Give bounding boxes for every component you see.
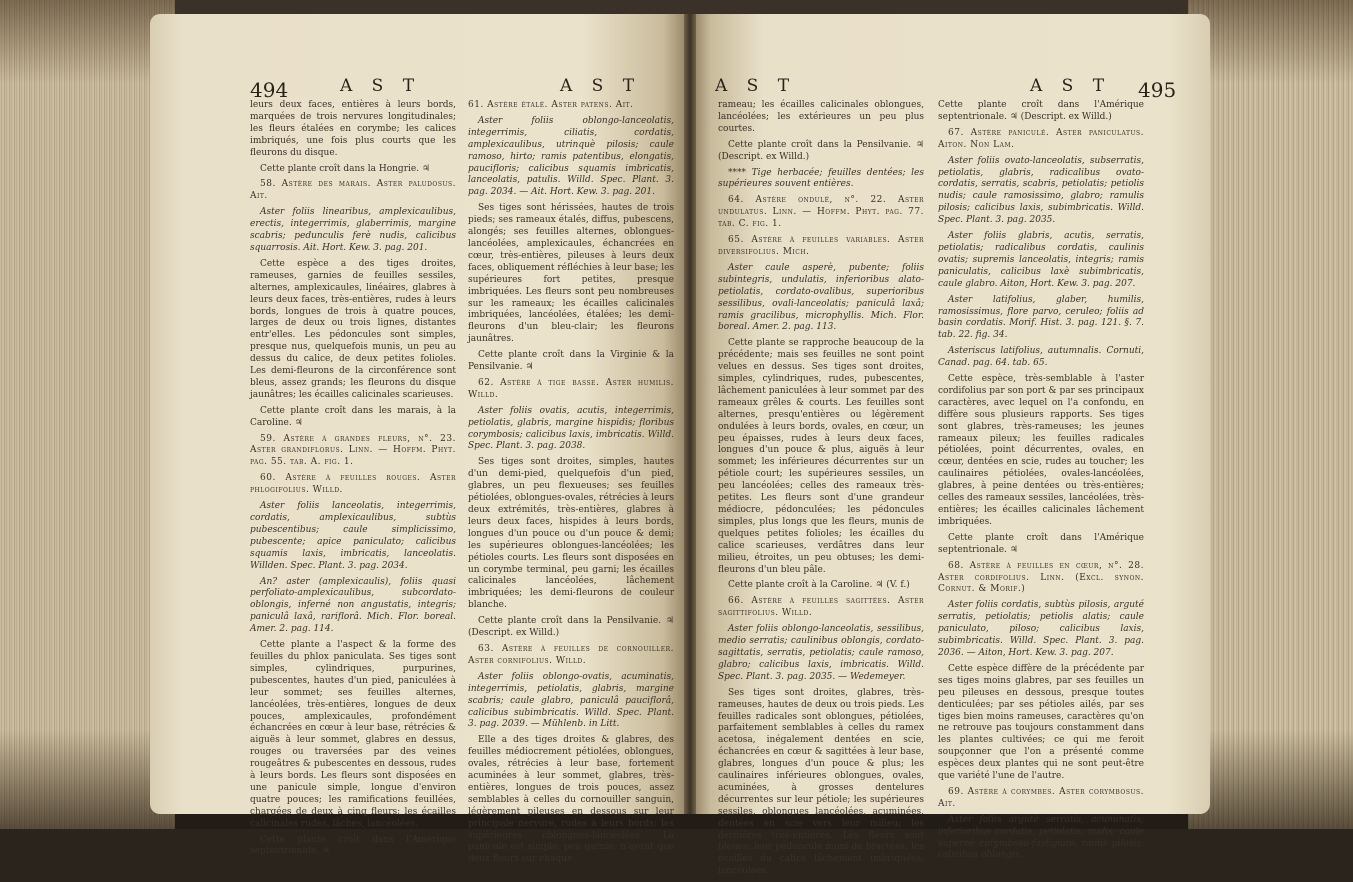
paragraph: Cette espèce diffère de la précédente par ses tiges moins glabres, par ses feuilles un peu pileuses en dessous, presque toutes denticulées; par ses pétioles ailés, par ses tiges bien moins rameuses, caractères qu'on ne retrouve pas toujours constamment dans les plantes cultivées; ce qui me feroit soupçonner que l'on a présenté comme espèces deux plantes qui ne sont peut-être que variété l'une de l'autre. <box>938 663 1144 782</box>
entry-heading: 68. Astère à feuilles en cœur, n°. 28. Aster cordifolius. Linn. (Excl. synon. Cornut. & Morif.) <box>938 560 1144 595</box>
latin-description: Aster foliis ovato-lanceolatis, subserratis, petiolatis, glabris, radicalibus ovato-cordatis, serratis, scabris, petiolatis; petiolis nudis; caule ramosissimo, glabro; ramulis pilosis; calicibus laxis, subimbricatis. Willd. Spec. Plant. 3. pag. 2035. <box>938 155 1144 226</box>
paragraph: Cette plante croît dans la Pensilvanie. ♃ (Descript. ex Willd.) <box>468 616 674 639</box>
entry-heading: 67. Astère paniculé. Aster paniculatus. Aiton. Non Lam. <box>938 127 1144 150</box>
paragraph: Elle a des tiges droites & glabres, des feuilles médiocrement pétiolées, oblongues, ovales, rétrécies à leur base, fortement acuminées à leur sommet, glabres, très-entières, longues de trois pouces, assez semblables à celles du cornouiller sanguin, légèrement pileuses en dessous sur leur principale nervure, rudes à leurs bords; les supérieures oblongues-lancéolées. La panicule est simple, peu garnie, n'ayant que deux fleurs sur chaque <box>468 735 674 865</box>
latin-description: Aster foliis cordatis, subtùs pilosis, arguté serratis, petiolatis; petiolis alatis; caule paniculato, piloso; calicibus laxis, subimbricatis. Willd. Spec. Plant. 3. pag. 2036. — Aiton, Hort. Kew. 3. pag. 207. <box>938 600 1144 658</box>
latin-description: Asteriscus latifolius, autumnalis. Cornuti, Canad. pag. 64. tab. 65. <box>938 346 1144 369</box>
paragraph: Cette plante croît dans les marais, à la Caroline. ♃ <box>250 405 456 428</box>
paragraph: Cette plante se rapproche beaucoup de la précédente; mais ses feuilles ne sont point velues en dessus. Ses tiges sont droites, simples, cylindriques, rudes, pubescentes, lâchement paniculées à leur sommet par des rameaux grêles & courts. Les feuilles sont alternes, presqu'entières ou légèrement ondulées à leurs bords, ovales, en cœur, un peu épaisses, rudes à leurs deux faces, longues d'un pouce & plus, aiguës à leur sommet; les inférieures décurrentes sur un pétiole court; les supérieures sessiles, un peu lancéolées; celles des rameaux très-petites. Les fleurs sont d'une grandeur médiocre, pédonculées; les pédoncules simples, plus longs que les fleurs, munis de quelques petites folioles; les écailles du calice scarieuses, verdâtres dans leur milieu, étroites, un peu obtuses; les demi-fleurons d'un bleu pâle. <box>718 338 924 575</box>
running-head-right-1: A S T <box>715 76 797 96</box>
paragraph: Cette plante croît dans la Virginie & la Pensilvanie. ♃ <box>468 350 674 373</box>
latin-description: Aster foliis lanceolatis, integerrimis, cordatis, amplexicaulibus, subtùs pubescentibus; caule simplicissimo, pubescente; apice paniculato; calicibus squamis laxis, imbricatis, lanceolatis. Willden. Spec. Plant. 3. pag. 2034. <box>250 501 456 571</box>
entry-heading: 63. Astère à feuilles de cornouiller. Aster cornifolius. Willd. <box>468 643 674 666</box>
left-page-column-1 <box>250 100 456 862</box>
paragraph: Ses tiges sont hérissées, hautes de trois pieds; ses rameaux étalés, diffus, pubescens, alongés; ses feuilles alternes, oblongues-lancéolées, amplexicaules, échancrées en cœur, très-entières, pileuses à leurs deux faces, obliquement réfléchies à leur base; les supérieures fort petites, presque imbriquées. Les fleurs sont peu nombreuses sur les rameaux; les écailles calicinales imbriquées, lancéolées, étalées; les demi-fleurons d'un bleu-clair; les fleurons jaunâtres. <box>468 203 675 345</box>
entry-heading: 62. Astère à tige basse. Aster humilis. Willd. <box>468 377 674 400</box>
latin-description: Aster foliis oblongo-lanceolatis, integerrimis, ciliatis, cordatis, amplexicaulibus, utrinquè pilosis; caule ramoso, hirto; ramis patentibus, elongatis, paucifloris; calicibus squamis imbricatis, lanceolatis, patulis. Willd. Spec. Plant. 3. pag. 2034. — Ait. Hort. Kew. 3. pag. 201. <box>468 115 674 198</box>
paragraph: Ses tiges sont droites, glabres, très-rameuses, hautes de deux ou trois pieds. Les feuilles radicales sont oblongues, pétiolées, parfaitement semblables à celles du ramex acetosa, inégalement dentées en scie, échancrées en cœur & sagittées à leur base, glabres, longues d'un pouce & plus; les caulinaires inférieures oblongues, ovales, acuminées, à grosses dentelures décurrentes sur leur pétiole; les supérieures sessiles, oblongues lancéolées, acuminées, dentées en scie vers leur milieu; les dernières très-entières. Les fleurs sont bleues; leur pédoncule muni de bractées; les écailles du calice lâchement imbriquées, lancéolées. <box>718 687 924 877</box>
entry-heading: 64. Astère ondulé, n°. 22. Aster undulatus. Linn. — Hoffm. Phyt. pag. 77. tab. C. fig. 1. <box>718 195 924 230</box>
latin-description: Aster caule asperè, pubente; foliis subintegris, undulatis, inferioribus alato-petiolatis, cordato-ovalibus, superioribus sessilibus, ovali-lanceolatis; paniculâ laxâ; ramis gracilibus, microphyllis. Mich. Flor. boreal. Amer. 2. pag. 113. <box>718 262 924 333</box>
section-heading: **** Tige herbacée; feuilles dentées; les supérieures souvent entières. <box>718 167 924 190</box>
entry-heading: 58. Astère des marais. Aster paludosus. Ait. <box>250 179 456 202</box>
book-gutter <box>684 14 696 814</box>
latin-description: Aster foliis glabris, acutis, serratis, petiolatis; radicalibus cordatis, caulinis ovatis; supremis lanceolatis, integris; ramis paniculatis, calicibus laxè subimbricatis, caule glabro. Aiton, Hort. Kew. 3. pag. 207. <box>938 231 1144 289</box>
paragraph: Cette plante a l'aspect & la forme des feuilles du phlox paniculata. Ses tiges sont simples, cylindriques, purpurines, pubescentes, hautes d'un pied, paniculées à leur sommet; ses feuilles alternes, lancéolées, très-entières, longues de deux pouces, amplexicaules, profondément échancrées en cœur à leur base, rétrécies & aiguës à leur sommet, glabres en dessus, rouges ou traversées par des veines rougeâtres & pubescentes en dessous, rudes à leurs bords. Les fleurs sont disposées en une panicule simple, longue d'environ quatre pouces; les ramifications feuillées, chargées de deux à cinq fleurs; les écailles calicinales rudes, lâches, lancéolées. <box>250 640 456 829</box>
latin-description: An? aster (amplexicaulis), foliis quasi perfoliato-amplexicaulibus, subcordato-oblongis, inferné non angustatis, integris; paniculâ laxâ, rariflorâ. Mich. Flor. boreal. Amer. 2. pag. 114. <box>250 576 456 635</box>
paragraph: Cette espèce, très-semblable à l'aster cordifolius par son port & par ses principaux caractères, avec lequel on l'a confondu, en diffère sous plusieurs rapports. Ses tiges sont glabres, très-rameuses; les jeunes rameaux pileux; les feuilles radicales pétiolées, point décurrentes, ovales, en cœur, dentées en scie, rudes au toucher; les caulinaires pétiolées, ovales-lancéolées, glabres, à peine dentées ou très-entières; celles des rameaux sessiles, lancéolées, très-entières; les écailles calicinales lâchement imbriquées. <box>938 374 1144 527</box>
paragraph: Cette plante croît dans l'Amérique septentrionale. ♃ (Descript. ex Willd.) <box>938 100 1144 122</box>
entry-heading: 65. Astère à feuilles variables. Aster diversifolius. Mich. <box>718 235 924 257</box>
running-head-left-2: A S T <box>560 76 642 96</box>
entry-heading: 69. Astère à corymbes. Aster corymbosus. Ait. <box>938 786 1144 809</box>
page-edges-left <box>0 0 175 829</box>
paragraph: Ses tiges sont droites, simples, hautes d'un demi-pied, quelquefois d'un pied, glabres, un peu flexueuses; ses feuilles pétiolées, oblongues-ovales, rétrécies à leurs deux extrémités, très-entières, glabres à leurs deux faces, hispides à leurs bords, longues d'un pouce ou d'un pouce & demi; les supérieures oblongues-lancéolées; les pétioles courts. Les fleurs sont disposées en un corymbe terminal, peu garni; les écailles calicinales lancéolées, lâchement imbriquées; les demi-fleurons de couleur blanche. <box>468 457 674 611</box>
paragraph: Cette plante croît dans l'Amérique septentrionale. ♃ <box>938 532 1144 555</box>
page-number-right: 495 <box>1138 78 1177 102</box>
entry-heading: 60. Astère à feuilles rouges. Aster phlogifolius. Willd. <box>250 473 456 496</box>
latin-description: Aster foliis oblongo-lanceolatis, sessilibus, medio serratis; caulinibus oblongis, cordato-sagittatis, serratis, petiolatis; caule ramoso, glabro; calicibus laxis, imbricatis. Willd. Spec. Plant. 3. pag. 2035. — Wedemeyer. <box>718 624 924 682</box>
right-page <box>690 14 1210 877</box>
page-number-left: 494 <box>250 78 289 102</box>
paragraph: Cette plante croît dans la Pensilvanie. ♃ (Descript. ex Willd.) <box>718 139 924 162</box>
paragraph: Cette plante croît à la Caroline. ♃ (V. f.) <box>728 580 910 591</box>
paragraph: rameau; les écailles calicinales oblongues, lancéolées; les extérieures un peu plus courtes. <box>718 100 924 134</box>
latin-description: Aster latifolius, glaber, humilis, ramosissimus, flore parvo, ceruleo; foliis ad basin cordatis. Morif. Hist. 3. pag. 121. §. 7. tab. 22. fig. 34. <box>938 294 1144 341</box>
right-page-column-1 <box>718 100 924 882</box>
running-head-right-2: A S T <box>1030 76 1112 96</box>
running-head-left-1: A S T <box>340 76 422 96</box>
entry-heading: 61. Astère étalé. Aster patens. Ait. <box>468 100 634 110</box>
page-edges-right <box>1188 0 1353 829</box>
latin-description: Aster foliis ovatis, acutis, integerrimis, petiolatis, glabris, margine hispidis; floribus corymbosis; calicibus laxis, imbricatis. Willd. Spec. Plant. 3. pag. 2038. <box>468 405 674 452</box>
entry-heading: 59. Astère à grandes fleurs, n°. 23. Aster grandiflorus. Linn. — Hoffm. Phyt. pag. 55. tab. A. fig. 1. <box>250 433 456 468</box>
latin-description: Aster foliis oblongo-ovatis, acuminatis, integerrimis, petiolatis, glabris, margine scabris; caule glabro, paniculâ pauciflorâ, calicibus subimbricatis. Willd. Spec. Plant. 3. pag. 2039. — Mühlenb. in Litt. <box>468 671 674 730</box>
paragraph: leurs deux faces, entières à leurs bords, marquées de trois nervures longitudinales; les fleurs étalées en corymbe; les calices imbriqués, une fois plus courts que les fleurons du disque. <box>250 100 456 158</box>
left-page-column-2 <box>468 100 674 870</box>
paragraph: Cette plante croît dans l'Amérique septentrionale. ♃ <box>250 834 456 857</box>
latin-description: Aster foliis argutè serratis, acuminatis; inferioribus cordatis, petiolatis, nudis; caule supernè corymboso-fastigiato, ramis pilosis; calicibus oblongis, <box>938 814 1144 861</box>
right-page-column-2 <box>938 100 1144 866</box>
latin-description: Aster foliis linearibus, amplexicaulibus, erectis, integerrimis, glaberrimis, margine scabris; pedunculis ferè nudis, calicibus squarrosis. Ait. Hort. Kew. 3. pag. 201. <box>250 207 456 253</box>
paragraph: Cette plante croît dans la Hongrie. ♃ <box>260 163 430 174</box>
entry-heading: 66. Astère à feuilles sagittées. Aster sagittifolius. Willd. <box>718 596 924 619</box>
paragraph: Cette espèce a des tiges droites, rameuses, garnies de feuilles sessiles, alternes, amplexicaules, linéaires, glabres à leurs deux faces, très-entières, rudes à leurs bords, longues de trois à quatre pouces, larges de deux ou trois lignes, distantes entr'elles. Les pédoncules sont simples, presque nus, quelquefois munis, un peu au dessus du calice, de deux petites folioles. Les demi-fleurons de la circonférence sont bleus, assez grands; les fleurons du disque jaunâtres; les écailles calicinales scarieuses. <box>250 258 456 400</box>
left-page <box>150 14 690 865</box>
